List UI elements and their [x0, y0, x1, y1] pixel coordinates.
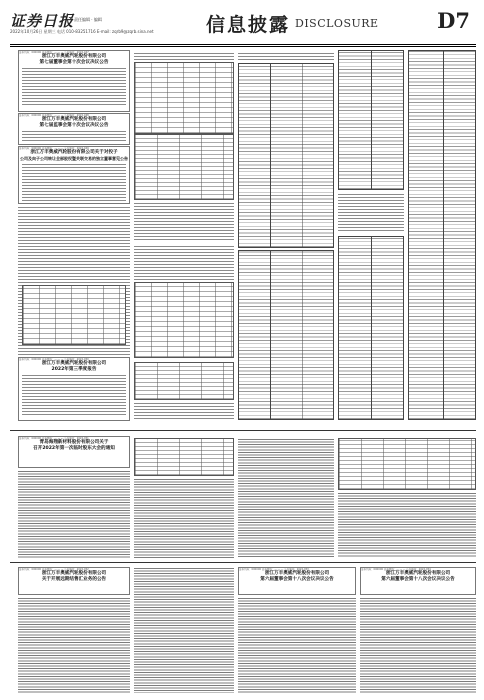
announcement-heading: 浙江万丰奥威汽轮股份有限公司 — [385, 571, 451, 576]
announcement-code-line: 证券代码：000000 证券简称：— — — 公告编号：2022-050 — [19, 358, 89, 361]
announcement-code-line: 证券代码：000000 证券简称：— — — 公告编号：2022-051 — [19, 437, 89, 440]
financial-table-2 — [134, 134, 234, 200]
announcement-heading: 浙江万丰奥威汽轮股份有限公司 — [264, 571, 330, 576]
announcement-fx-settlement — [18, 567, 130, 595]
body-text-column-2-bottom — [134, 402, 234, 420]
announcement-code-line: 证券代码：000000 证券简称：— — — 公告编号：2022-053 — [239, 568, 309, 571]
announcement-body — [22, 130, 126, 142]
body-text-bottom-column-1 — [18, 597, 130, 693]
announcement-heading: 青岛海翔新材料股份有限公司关于 — [39, 440, 109, 445]
body-text-column-2-top — [134, 52, 234, 61]
proxy-form-table — [338, 438, 476, 490]
announcement-heading: 浙江万丰奥威汽轮股份有限公司 — [41, 361, 107, 366]
body-text-column-4 — [338, 193, 404, 233]
body-text-mid-column-4 — [338, 492, 476, 558]
table-grid — [22, 285, 126, 345]
section-divider-2 — [10, 562, 476, 563]
announcement-subheading: 公司及向子公司转让全部股权暨关联交易的独立董事意见公告 — [20, 156, 128, 161]
body-text-bottom-column-4 — [360, 597, 476, 693]
page-number: D7 — [437, 8, 470, 33]
announcement-shareholder-meeting — [18, 436, 130, 468]
dateline: 2022年10月26日 星期三 电话 010-83251716 E-mail: zqrb9@zqrb.sina.net — [10, 29, 154, 34]
body-text-column-3-top — [238, 52, 334, 62]
announcement-subheading: 第七届董事会第十次会议决议公告 — [39, 60, 109, 65]
announcement-body — [22, 163, 126, 201]
body-text-bottom-column-3 — [238, 597, 356, 693]
masthead — [10, 8, 476, 48]
announcement-board-resolution — [18, 50, 130, 112]
announcement-heading: 浙江万丰奥威汽轮股份有限公司 — [41, 571, 107, 576]
body-text-column-2-mid — [134, 202, 234, 242]
financial-table-4 — [134, 362, 234, 400]
financial-table-1 — [134, 62, 234, 134]
announcement-body — [22, 374, 126, 416]
data-table-column-3 — [238, 63, 334, 248]
announcement-code-line: 证券代码：000000 证券简称：— — — 公告编号：2022-052 — [19, 568, 89, 571]
announcement-code-line: 证券代码：000000 证券简称：— — — 公告编号：2022-047 — [19, 51, 89, 54]
body-text-bottom-column-2 — [134, 567, 234, 693]
data-table-column-4-lower — [338, 236, 404, 420]
announcement-supervisory-resolution — [18, 113, 130, 145]
section-title-en: DISCLOSURE — [295, 17, 379, 30]
inline-table-1 — [22, 285, 126, 345]
announcement-board-meeting-a — [238, 567, 356, 595]
announcement-body — [22, 67, 126, 107]
announcement-subheading: 2022年第三季度报告 — [51, 367, 97, 372]
newspaper-logo: 证券日报 — [10, 12, 75, 30]
announcement-independent-directors — [18, 146, 130, 204]
announcement-board-meeting-b — [360, 567, 476, 595]
data-table-column-5 — [408, 50, 476, 420]
body-text-mid-column-2 — [134, 478, 234, 558]
announcement-subheading: 关于开展远期结售汇业务的公告 — [41, 577, 107, 582]
section-divider-1 — [10, 430, 476, 431]
announcement-code-line: 证券代码：000000 证券简称：— — — 公告编号：2022-048 — [19, 114, 89, 117]
masthead-rule-thin — [10, 46, 476, 47]
masthead-rule — [10, 44, 476, 45]
body-text-column-2-lower — [134, 245, 234, 280]
announcement-heading: 浙江万丰奥威汽轮股份有限公司关于对投子 — [30, 150, 118, 155]
meeting-agenda-table — [134, 438, 234, 476]
section-title: 信息披露 — [206, 14, 291, 36]
announcement-subheading: 第七届监事会第十次会议决议公告 — [39, 123, 109, 128]
financial-table-3 — [134, 282, 234, 358]
announcement-heading: 浙江万丰奥威汽轮股份有限公司 — [41, 117, 107, 122]
data-table-column-3-lower — [238, 250, 334, 420]
announcement-code-line: 证券代码：000000 证券简称：— — — 公告编号：2022-054 — [361, 568, 431, 571]
announcement-quarterly-report — [18, 357, 130, 421]
edition-label: 责任编辑 · 编辑 — [74, 17, 102, 22]
body-text-mid-column-3 — [238, 438, 334, 558]
announcement-subheading: 第六届董事会第十八次会议决议公告 — [381, 577, 455, 582]
body-text-mid-column-1 — [18, 470, 130, 558]
announcement-heading: 浙江万丰奥威汽轮股份有限公司 — [41, 54, 107, 59]
announcement-subheading: 召开2022年第一次临时股东大会的通知 — [33, 446, 115, 451]
announcement-subheading: 第六届董事会第十八次会议决议公告 — [260, 577, 334, 582]
announcement-code-line: 证券代码：000000 证券简称：— — — 公告编号：2022-049 — [19, 147, 89, 150]
data-table-column-4 — [338, 50, 404, 190]
